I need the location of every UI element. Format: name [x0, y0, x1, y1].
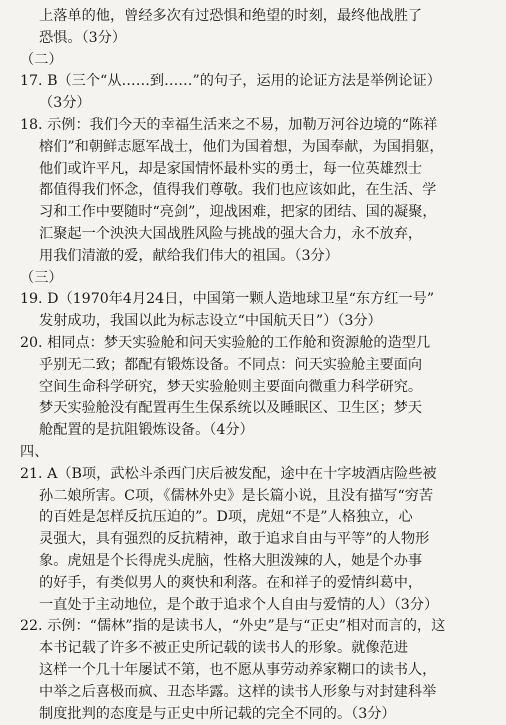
text-line: 中举之后喜极而疯、丑态毕露。这样的读书人形象与对封建科举 [20, 682, 488, 704]
text-line: 制度批判的态度是与正史中所记载的完全不同的。（3分） [20, 704, 488, 725]
text-line: 的百姓是怎样反抗压迫的”。D项，虎妞“不是”人格独立，心 [20, 507, 488, 529]
text-line: 的好手，有类似男人的爽快和利落。在和祥子的爱情纠葛中， [20, 573, 488, 595]
text-line: 习和工作中要随时“亮剑”，迎战困难，把家的团结、国的凝聚， [20, 202, 488, 224]
text-line: 乎别无二致；都配有锻炼设备。不同点：问天实验舱主要面向 [20, 355, 488, 377]
text-line: 22. 示例：“儒林”指的是读书人，“外史”是与“正史”相对而言的，这 [20, 616, 488, 638]
text-line: （二） [20, 50, 488, 72]
text-line: 恐惧。（3分） [20, 28, 488, 50]
text-line: 他们或许平凡，却是家国情怀最朴实的勇士，每一位英雄烈士 [20, 159, 488, 181]
text-line: 20. 相同点：梦天实验舱和问天实验舱的工作舱和资源舱的造型几 [20, 333, 488, 355]
text-line: 上落单的他，曾经多次有过恐惧和绝望的时刻，最终他战胜了 [20, 6, 488, 28]
text-line: 灵强大，具有强烈的反抗精神，敢于追求自由与平等”的人物形 [20, 529, 488, 551]
text-line: （3分） [20, 93, 488, 115]
text-line: 21. A（B项，武松斗杀西门庆后被发配，途中在十字坡酒店险些被 [20, 464, 488, 486]
text-line: （三） [20, 268, 488, 290]
text-line: 舱配置的是抗阻锻炼设备。（4分） [20, 420, 488, 442]
text-line: 这样一个几十年屡试不第，也不愿从事劳动养家糊口的读书人， [20, 660, 488, 682]
text-line: 本书记载了许多不被正史所记载的读书人的形象。就像范进 [20, 638, 488, 660]
text-line: 汇聚起一个泱泱大国战胜风险与挑战的强大合力，永不放弃， [20, 224, 488, 246]
text-line: 19. D（1970年4月24日，中国第一颗人造地球卫星“东方红一号” [20, 289, 488, 311]
text-line: 用我们清澈的爱，献给我们伟大的祖国。（3分） [20, 246, 488, 268]
text-line: 象。虎妞是个长得虎头虎脑，性格大胆泼辣的人，她是个办事 [20, 551, 488, 573]
text-line: 四、 [20, 442, 488, 464]
text-line: 孙二娘所害。C项，《儒林外史》是长篇小说，且没有描写“穷苦 [20, 486, 488, 508]
text-line: 发射成功，我国以此为标志设立“中国航天日”）（3分） [20, 311, 488, 333]
text-line: 17. B（三个“从……到……”的句子，运用的论证方法是举例论证） [20, 71, 488, 93]
text-line: 榕们”和朝鲜志愿军战士，他们为国着想，为国奉献，为国捐躯， [20, 137, 488, 159]
text-line: 18. 示例：我们今天的幸福生活来之不易，加勒万河谷边境的“陈祥 [20, 115, 488, 137]
text-line: 空间生命科学研究，梦天实验舱则主要面向微重力科学研究。 [20, 377, 488, 399]
text-line: 都值得我们怀念，值得我们尊敬。我们也应该如此，在生活、学 [20, 180, 488, 202]
text-line: 梦天实验舱没有配置再生生保系统以及睡眠区、卫生区；梦天 [20, 398, 488, 420]
text-line: 一直处于主动地位，是个敢于追求个人自由与爱情的人）（3分） [20, 595, 488, 617]
